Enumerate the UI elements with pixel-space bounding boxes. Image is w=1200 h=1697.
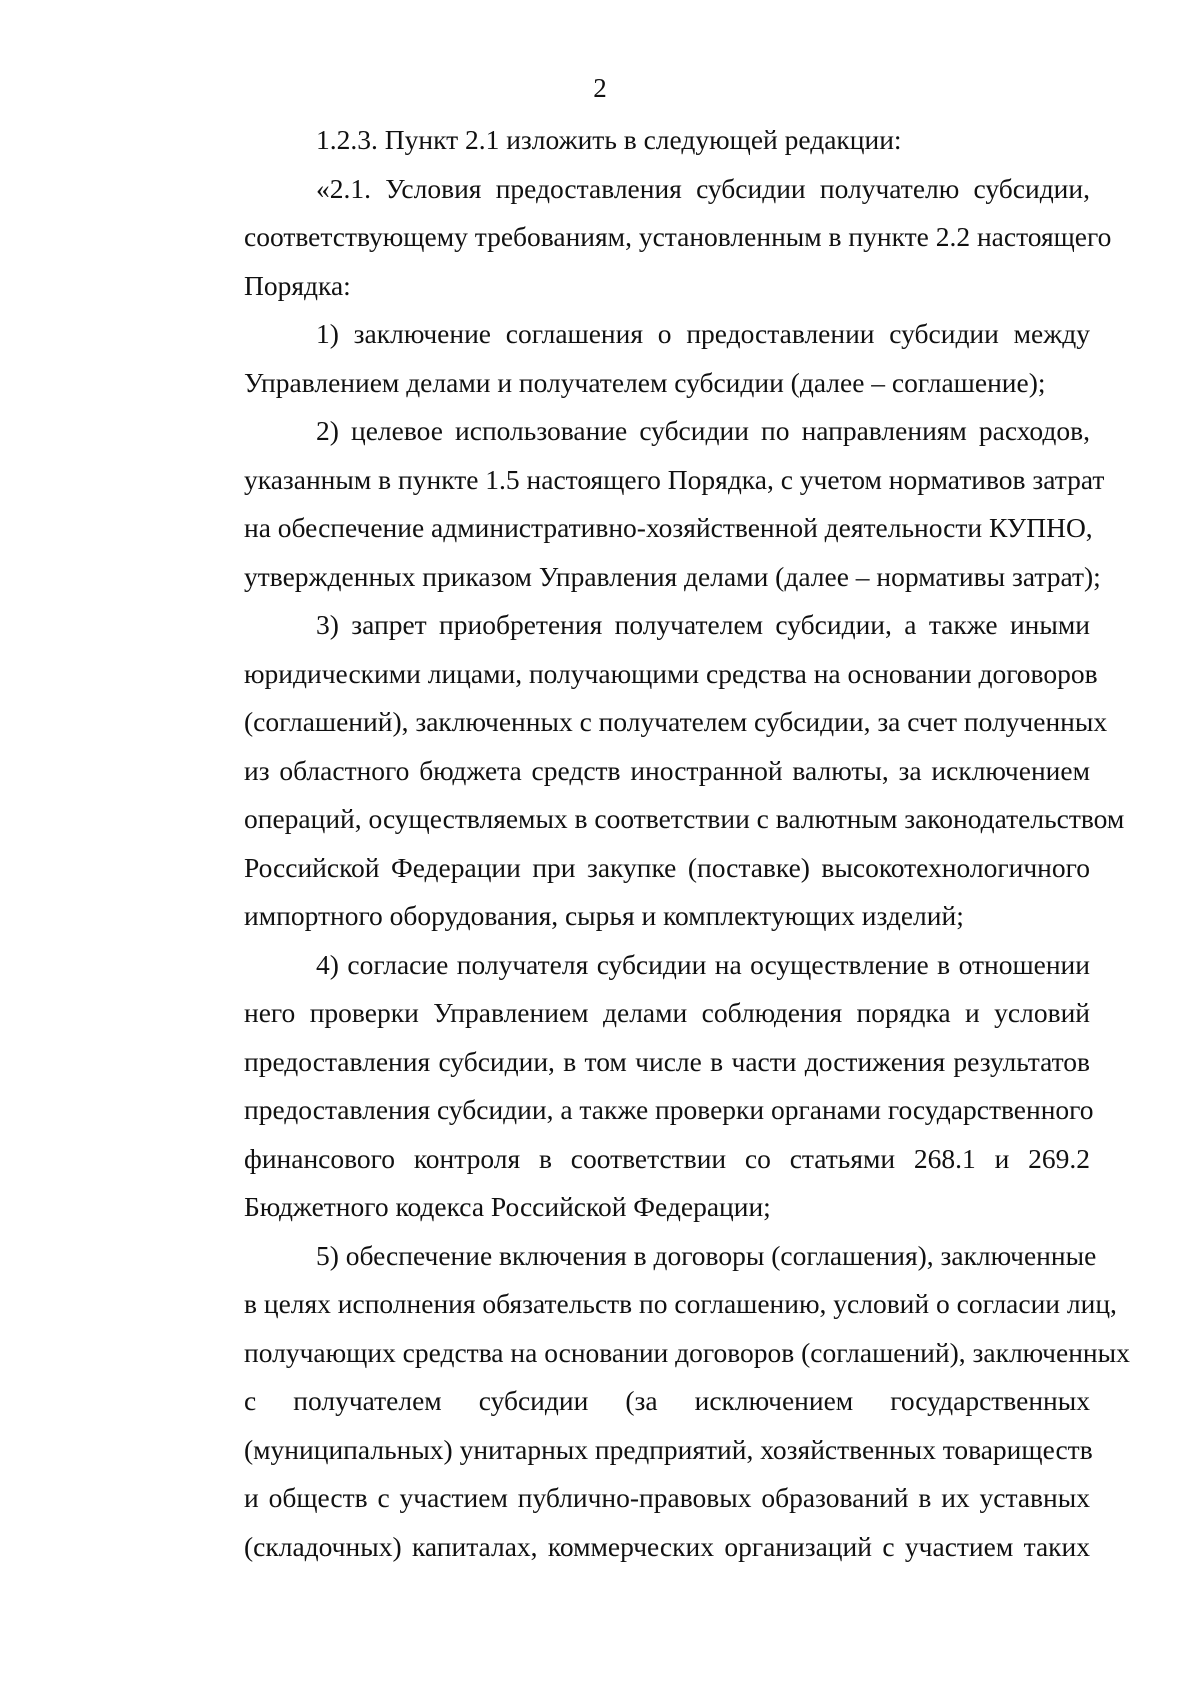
- text-line: соответствующему требованиям, установленным в пункте 2.2 настоящего: [244, 221, 1112, 252]
- text-line: и обществ с участием публично-правовых образований в их уставных: [244, 1482, 1090, 1513]
- text-line: 1.2.3. Пункт 2.1 изложить в следующей редакции:: [316, 124, 902, 155]
- text-line: предоставления субсидии, в том числе в части достижения результатов: [244, 1045, 1090, 1077]
- text-line: 5) обеспечение включения в договоры (соглашения), заключенные: [316, 1239, 1097, 1271]
- paragraph-amendment-intro: [172, 116, 1090, 165]
- text-line: Управлением делами и получателем субсидии (далее – соглашение);: [244, 366, 1046, 398]
- paragraph-item-1: [172, 310, 1090, 407]
- text-line: импортного оборудования, сырья и комплектующих изделий;: [244, 900, 964, 931]
- text-line: с получателем субсидии (за исключением государственных: [244, 1385, 1090, 1416]
- text-line: утвержденных приказом Управления делами (далее – нормативы затрат);: [244, 560, 1101, 592]
- text-line: 3) запрет приобретения получателем субсидии, а также иными: [316, 609, 1090, 640]
- text-line: юридическими лицами, получающими средства на основании договоров: [244, 657, 1098, 689]
- text-line: получающих средства на основании договоров (соглашений), заключенных: [244, 1336, 1130, 1368]
- text-line: на обеспечение административно-хозяйственной деятельности КУПНО,: [244, 512, 1093, 543]
- paragraph-item-2: [172, 407, 1105, 601]
- text-line: «2.1. Условия предоставления субсидии получателю субсидии,: [316, 172, 1090, 204]
- text-line: (соглашений), заключенных с получателем субсидии, за счет полученных: [244, 706, 1108, 737]
- text-line: (муниципальных) унитарных предприятий, хозяйственных товариществ: [244, 1433, 1093, 1465]
- text-line: 4) согласие получателя субсидии на осуществление в отношении: [316, 948, 1090, 980]
- text-line: него проверки Управлением делами соблюдения порядка и условий: [244, 997, 1090, 1028]
- text-line: операций, осуществляемых в соответствии с валютным законодательством: [244, 803, 1125, 834]
- paragraph-item-4: [172, 941, 1094, 1232]
- page-number: 2: [593, 73, 607, 103]
- paragraph-2-1-conditions: [172, 165, 1112, 311]
- text-line: предоставления субсидии, а также проверки органами государственного: [244, 1094, 1094, 1125]
- text-line: Российской Федерации при закупке (поставке) высокотехнологичного: [244, 851, 1090, 883]
- document-body: [172, 116, 1130, 1571]
- text-line: Бюджетного кодекса Российской Федерации;: [244, 1191, 771, 1222]
- text-line: 1) заключение соглашения о предоставлении субсидии между: [316, 318, 1090, 349]
- text-line: финансового контроля в соответствии со статьями 268.1 и 269.2: [244, 1142, 1090, 1174]
- text-line: в целях исполнения обязательств по соглашению, условий о согласии лиц,: [244, 1288, 1117, 1319]
- paragraph-item-3: [172, 601, 1125, 941]
- text-line: указанным в пункте 1.5 настоящего Порядка, с учетом нормативов затрат: [244, 463, 1105, 495]
- text-line: из областного бюджета средств иностранной валюты, за исключением: [244, 754, 1090, 786]
- text-line: (складочных) капиталах, коммерческих организаций с участием таких: [244, 1530, 1090, 1562]
- paragraph-item-5: [172, 1232, 1130, 1572]
- text-line: 2) целевое использование субсидии по направлениям расходов,: [316, 415, 1090, 446]
- text-line: Порядка:: [244, 269, 351, 301]
